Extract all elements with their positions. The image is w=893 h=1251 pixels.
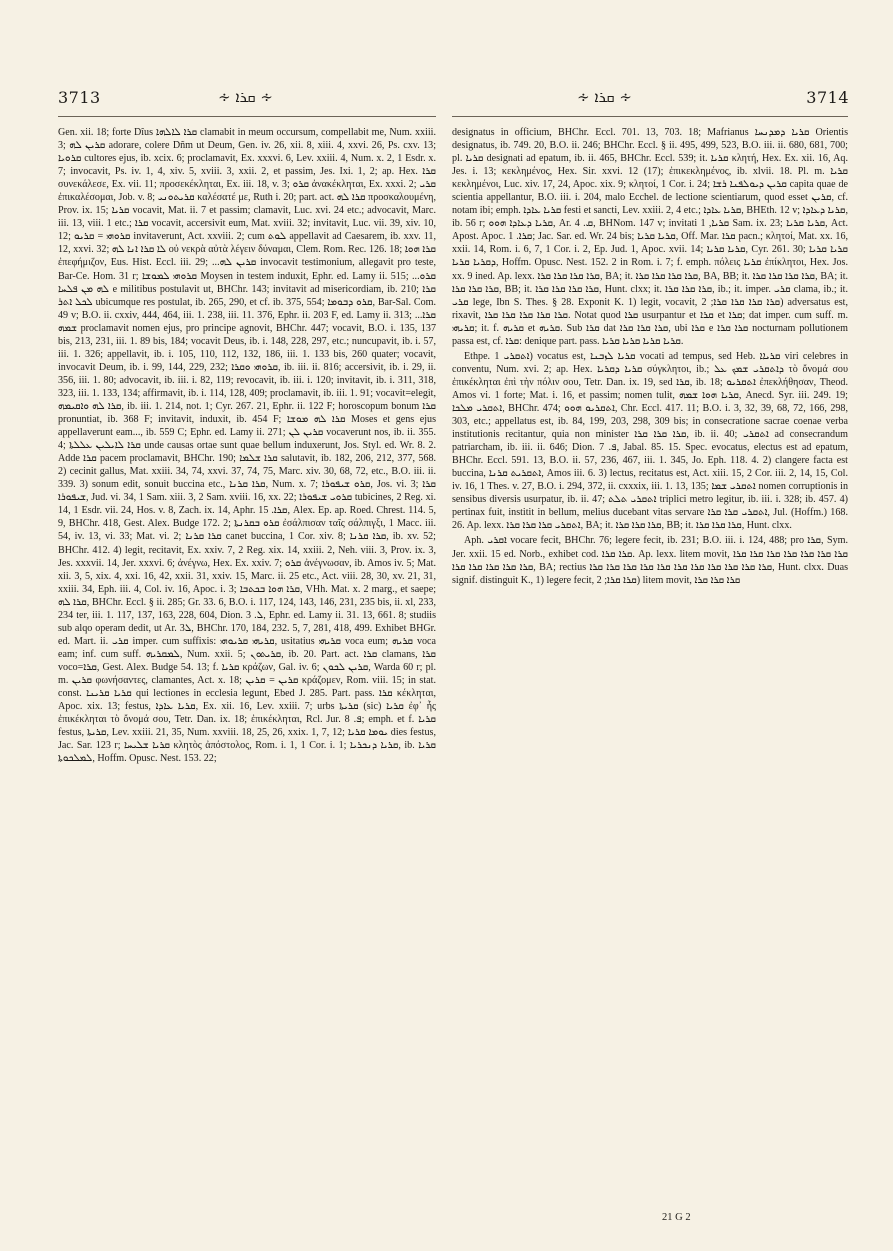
right-column-paragraph-ethpe: Ethpe. ܐܬܩܪܝ 1) vocatus est, ܩܪܝܐ ܠܙܒܢܐ vocati ad tempus, sed Heb. ܩܪܝܐܐ viri celebres in conventu, Num. xvi. 2; ap. Hex. ܩܪܝܐ ܕܩܪܝܐ σύγκλητοι, ib.; ܕܐܬܩܪܝ ܫܡܟ ܥܠ τὸ ὄνομά σου ἐπικέκληται ἐπὶ τὴν πόλιν σου, Tetr. Dan. ix. 19, sed ܩܪܐ, ib. 18; ܐܬܩܪܝܘ ἐπεκλήθησαν, Theod. Amos vi. 1 forte; Mat. i. 16, et passim; nomen tulit, ܩܪܝܐ ܗܘܐ ܫܡܗ, Anecd. Syr. iii. 249. 19; ܐܬܩܪܝ ܡܠܟܐ, BHChr. 474; ܐܬܩܪܝܘ ܗܘܘ, Chr. Eccl. 417. 11; B.O. i. 3, 32, 39, 68, 72, 166, 298, 303, etc.; appellatus est, ib. 84, 199, 203, 298, 309 bis; in consecratione sacrae coenae verba institutionis recitantur, quia non minister ܩܪܐ ܩܪܐ ܩܪܐ, ib. ii. 40; ܐܬܩܪܝ ad consecrandum patriarcham, ib. iii. ii. 646; Dion. ܦ. 7, Jabal. 85. 15. Spec. evocatus, electus est ad epatum, BHChr. Eccl. 591. 13, B.O. ii. 57, 236, 467, iii. 1. 345, Jo. Eph. 118. 4. 2) clangere facta est buccina, ܐܬܩܪܝܬ ܩܪܢܐ, Amos iii. 6. 3) lectus, recitatus est, Act. xiii. 15, 2 Cor. iii. 2, 14, 15, Col. iv. 16, 1 Thes. v. 27, B.O. i. 294, 372, ii. cxxxix, iii. 1. 13, 135; ܐܬܩܪܝ ܫܡܐ nomen corruptionis in sensibus diversis usurpatur, ib. ii. 47; ܐܬܩܪܝ ܬܠܬ triplici metro legitur, ib. iii. i. 328; ib. 457. 4) pertinax fuit, institit in bellum, melius ducebant vitas servare ܐܬܩܪܝ ܩܪܐ ܩܪܐ, Jul. (Hoffm.) 168. 26. Ap. lexx. ܐܬܩܪܝ ܩܪܐ ܩܪܐ ܩܪܐ, BA; it. ܩܪܐ ܩܪܐ ܩܪܐ, BB; it. ܩܪܐ ܩܪܐ ܩܪܐ, Hunt. clxx. [452,350,848,532]
header-rule-left [58,116,436,117]
left-column-paragraph: Gen. xii. 18; forte Dîus ܩܪܐ ܠܐܠܗܐ clamabit in meum occursum, compellabit me, Num. xxiii. 3; ܩܪܝܢ ܠܗ adorare, colere Dñm ut Deum, Gen. iv. 26, xii. 8, xiii. 4, xxvi. 26, Ps. cxv. 13; ܩܪܘܝܐ cultores ejus, ib. xcix. 6; proclamavit, Ex. xxxvi. 6, Lev. xxiii. 4, Num. x. 2, 1 Esdr. x. 7; invocavit, Ps. iv. 1, 4, xiv. 5, xviii. 3, xxii. 2, et passim, Jes. Ixi. 1, 2; ap. Hex. ܩܪܐ συνεκάλεσε, Ex. vii. 11; προσεκέκληται, Ex. iii. 18, v. 3; ܩܪܘ ἀνακέκληται, Ex. xxxi. 2; ܩܪܝ ἐπικαλέσομαι, Job. v. 8; ܩܪܝܬܘܢܝ καλέσατέ με, Ruth i. 20; part. act. ܩܪܐ ܠܗ προσκαλουμένη, Prov. ix. 15; ܩܪܝܐ vocavit, Mat. ii. 7 et passim; clamavit, Luc. xvi. 24 etc.; advocavit, Marc. iii. 13, viii. 1 etc.; ܩܪܐ vocavit, accersivit eum, Mat. xviii. 32; invitavit, Luc. vii. 39, xiv. 10, 12; ܩܪܘܗܝ = ܩܪܝܘ invitaverunt, Act. xxviii. 2; cum ܠܘܬ appellavit ad Caesarem, ib. xxv. 11, 12, xxvi. 32; ܠܐ ܩܪܐ ܐܢܐ ܠܗ οὐ νεκρὰ αὐτὰ λέγειν δύναμαι, Clem. Rom. Rec. 126. 18; ܩܪܐ ܗܘܐ ἐπεφήμιζον, Eus. Hist. Eccl. iii. 29; ...ܩܪܝܢ ܠܗ invocavit testimonium, allegavit pro teste, Bar-Ce. Hom. 31 r; ܩܪܘܗܝ ܠܡܘܫܐ Moysen in testem induxit, Ephr. ed. Lamy ii. 515; ...ܩܪܘ ܠܗ ܡܢ ܦܠܚܐ e militibus postulavit ut, BHChr. 143; invitavit ad misericordiam, ib. 210; ܩܪܐ ܠܟܠ ܐܬܪ ubicumque res postulat, ib. 265, 290, et cf. ib. 375, 554; ܩܪܘ ܕܒܘܡܐ, Bar-Sal. Com. 49 v; B.O. ii. cxxiv, 444, 464, iii. 1. 238, iii. 11. 376, Ephr. ii. 203 F, ed. Lamy ii. 313; ...ܩܪܐ ܫܡܗ proclamavit nomen ejus, pro principe agnovit, BHChr. 447; vocavit, B.O. i. 135, 137 bis, 213, 231, iii. 1. 89 bis, 184; vocavit Deus, ib. i. 148, 228, 297, etc.; nuncupavit, ib. i. 57, iii. 1. 326; appellavit, ib. i. 105, 110, 112, 132, 186, iii. 1. 133 bis, 260 quater; vocavit, invocavit Deum, ib. i. 99, 144, 229, 232; ܩܪܘܗܝ ܘܩܪܐ, ib. iii. ii. 816; accersivit, ib. i. 29, ii. 356, iii. 1. 80; advocavit, ib. iii. i. 82, 119; revocavit, ib. iii. i. 120; invitavit, ib. i. 311, 318, 323, iii. 1. 133, 134; affirmavit, ib. i. 114, 128, 409; proclamavit, ib. iii. 1. 91; vocavit=elegit, ܩܪܐ ܠܗ ܘܐܩܝܡܗ, ib. iii. 1. 214, not. 1; Cyr. 267. 21, Ephr. ii. 122 F; horoscopum bonum ܩܪܐ pronuntiat, ib. 368 F; invitavit, induxit, ib. 454 F; ܩܪܐ ܠܗ ܡܘܫܐ Moses et gens ejus appellaverunt eam..., ib. 559 C; Ephr. ed. Lamy ii. 271; ܩܪܝܢ ܠܢ vocaverunt nos, ib. ii. 355. 4; ܩܪܐ ܠܐܝܠܝܢ ܥܠܠܬܐ unde causas ortae sunt quae bellum induxerunt, Jos. Styl. ed. Wr. 8. 2. Adde ܩܪܐ pacem proclamavit, BHChr. 190; ܩܪܐ ܫܠܡܐ salutavit, ib. 182, 206, 212, 377, 568. 2) cecinit gallus, Mat. xxiii. 34, 74, xxvi. 37, 74, 75, Marc. xiv. 30, 68, 72, etc., B.O. iii. ii. 339. 3) sonum edit, sonuit buccina etc., ܩܪܐ ܩܪܢܐ, Num. x. 7; ܩܪܘ ܫܝܦܘܪܐ, Jos. vi. 3; ܩܪܐ ܫܝܦܘܪܐ, Jud. vi. 34, 1 Sam. xiii. 3, 2 Sam. xviii. 16, xx. 22; ܩܪܘܝ ܫܝܦܘܪܐ tubicines, 2 Reg. xi. 14, 1 Esdr. vii. 24, Hos. v. 8, Zach. ix. 14, Aphr. ܩܪܐ. 15, Alex. Ep. ap. Roed. Chrest. 114. 5, 9, BHChr. 418, Gest. Alex. Budge 172. 2; ܩܪܘ ܒܩܪܢܬܐ ἐσάλπισαν ταῖς σάλπιγξι, 1 Macc. iii. 54, iv. 13, vi. 33; Mat. vi. 2; ܩܪܐ ܩܪܢܐ canet buccina, 1 Cor. xiv. 8; ܩܪܐ ܩܪܢܐ, ib. xv. 52; BHChr. 412. 4) legit, recitavit, Ex. xxiv. 7, 2 Reg. xix. 14, xxiii. 2, Neh. viii. 3, Prov. ix. 3, Jes. xxxvii. 14, Jer. xxxvi. 6; ἀνέγνω, Hex. Ex. xxiv. 7; ܩܪܘ ἀνέγνωσαν, ib. Amos iv. 5; Mat. xii. 3, 5, xix. 4, xxi. 16, 42, xxii. 31, xxiv. 15, Marc. ii. 25 etc., Act. viii. 28, 30, xv. 21, 31, xxiii. 34, Eph. iii. 4, Col. iv. 16, Apoc. i. 3; ܩܪܐ ܗܘܐ ܒܟܬܒܐ, VHh. Mat. x. 2 marg., et saepe; ܩܪܐ ܠܗ, BHChr. Eccl. § ii. 285; Gr. 33. 6, B.O. i. 117, 124, 143, 146, 231, 235 bis, ii. xl, 233, 234 ter, iii. 1. 117, 137, 163, 228, 604, Dion. ܠ. 3, Ephr. ed. Lamy ii. 31. 13, 661. 8; studiis sub alqo operam dedit, ut Ar. ܠ3, BHChr. 170, 184, 232. 5, 7, 281, 418, 499. Exhibet BHGr. ed. Mart. ii. ܩܪܝ imper. cum suffixis: ܩܪܝܗܝ ܩܪܝܘܗܝ, usitatius ܩܪܝܗܝ voca eum; ܩܪܝܗ voca eam; inf. cum suff. ܠܡܩܪܝܗ, Num. xxii. 5; ܩܪܝܬܘܢ, ib. 20. Part. act. ܩܪܐ clamans, ܩܪܐ voco=ܩܪܐ, Gest. Alex. Budge 54. 13; f. ܩܪܝܐ κράζων, Gal. iv. 6; ܩܪܝܢ ܠܟܘܢ, Warda 60 r; pl. m. ܩܪܝܢ φωνήσαντες, clamantes, Act. x. 18; ܩܪܝܢ = ܩܪܝܢ κράζομεν, Rom. viii. 15; in stat. const. ܩܪܝܐ ܩܪܝܢܐ qui lectiones in ecclesia legunt, Ebed J. 285. Part. pass. ܩܪܐ κέκληται, Apoc. xix. 13; festus, ܩܪܝܐ ܥܐܕܐ, Ex. xii. 16, Lev. xxiii. 7; urbs ܩܪܝܬܐ (sic) ܩܪܝܐ ἐφ᾽ ἧς ἐπικέκληται τὸ ὄνομά σου, Tetr. Dan. ix. 18; ἐπικέκληται, Rcl. Jur. ܦ. 8; emph. et f. ܩܪܝܐ festus, ܩܪܝܬܐ, Lev. xxiii. 21, 35, Num. xxviii. 18, 25, 26, xxix. 1, 7, 12; ܝܘܡܐ ܩܪܝܐ dies festus, Jac. Sar. 123 r; ܩܪܝܐ ܫܠܝܚܐ κλητὸς ἀπόστολος, Rom. i. 1, 1 Cor. i. 1; ܩܪܝܐ ܕܢܟܪܝܐ, ib. ܩܪܝܐ ܠܡܠܟܘܬܐ, Hoffm. Opusc. Nest. 153. 22; [58,127,436,765]
page-number-left: 3713 [58,88,101,107]
right-column [452,126,848,1246]
running-title-left: ∻ ܩܪܐ ∻ [218,88,273,106]
header-rule-right [452,116,848,117]
right-column-paragraph-aph: Aph. ܐܩܪܝ vocare fecit, BHChr. 76; legere fecit, ib. 231; B.O. iii. i. 124, 488; pro ܩܪܐ, Sym. Jer. xxii. 15 ed. Norb., exhibet cod. ܩܪܐ ܩܪܐ. Ap. lexx. litem movit, ܩܪܐ ܩܪܐ ܩܪܐ ܩܪܐ ܩܪܐ ܩܪܐ ܩܪܐ ܩܪܐ ܩܪܐ ܩܪܐ ܩܪܐ ܩܪܐ, BA; rectius ܩܪܐ ܩܪܐ ܩܪܐ ܩܪܐ ܩܪܐ ܩܪܐ ܩܪܐ ܩܪܐ ܩܪܐ ܩܪܐ ܩܪܐ, Hunt. clxx. Duas signif. distinguit K., 1) legere fecit, ܩܪܐ ܩܪܐ; 2) litem movit, ܩܪܐ ܩܪܐ ܩܪܐ [452,535,848,586]
right-column-paragraph-1: designatus in officium, BHChr. Eccl. 701. 13, 703. 18; Mafrianus ܩܪܝܐ ܕܡܕܢܚܐ Orientis designatus, ib. 749. 20, B.O. ii. 246; BHChr. Eccl. § ii. 495, 499, 523, B.O. iii. ii. 680, 681, 700; pl. ܩܪܝܐ designati ad epatum, ib. ii. 465, BHChr. Eccl. 539; it. ܩܪܝܐ κλητή, Hex. Ex. xii. 16, Aq. Jes. i. 13; κεκλημένος, Hex. Sir. xxvi. 12 (17); ἐπικεκλημένος, ib. xlvii. 18. Pl. m. ܩܪܝܐ κεκλημένοι, Luc. xiv. 17, 24, Apoc. xix. 9; κλητοί, 1 Cor. i. 24; ܩܪܝܢ ܕܝܘܠܦܢܐ ܪܫܐ capita quae de scientia appellantur, B.O. iii. i. 204, malo Ecchel. de lectione scientiarum, quod esset ܩܪܝܢ, cf. notam ibi; emph. ܩܪܝܐ ܥܐܕܐ festi et sancti, Lev. xxiii. 2, 4 etc.; ܩܪܝܐ ܥܐܕܐ, BHEth. 12 v; ܩܪܝܐ ܕܥܐܕܐ, ib. 56 r; ܩܪܝܐ ܕܥܐܕܐ ܗܘܘ, Ar. ܩ. 4, BHNom. 147 v; invitati ܩܪܝܐ, 1 Sam. ix. 23; ܩܪܝܐ ܩܪܝܐ, Act. Apost. Apoc. ܩܪܐ. 1; Jac. Sar. ed. Wr. 24 bis; ܩܪܝܐ ܩܪܝܐ, Off. Mar. ܩܪܐ pacn.; κλητοί, Mat. xx. 16, xxii. 14, Rom. i. 6, 7, 1 Cor. i. 2, Ep. Jud. 1, Apoc. xvii. 14; ܩܪܝܐ ܩܪܝܐ, Cyr. 261. 30; ܩܪܝܐ ܩܪܝܐ ܕܩܪܝܐ ܩܪܝܐ, Hoffm. Opusc. Nest. 152. 2 in Rom. i. 7; f. emph. πόλεις ܩܪܝܐ ἐπίκλητοι, Hex. Jos. xx. 9 ined. Ap. lexx. ܩܪܐ ܩܪܐ ܩܪܐ ܩܪܐ, BA; it. ܩܪܐ ܩܪܐ ܩܪܐ ܩܪܐ, BA, BB; it. ܩܪܐ ܩܪܐ ܩܪܐ ܩܪܐ, BA; it. ܩܪܐ ܩܪܐ ܩܪܐ, BB; it. ܩܪܐ ܩܪܐ ܩܪܐ ܩܪܐ, Hunt. clxx; it. ܩܪܐ ܩܪܐ ܩܪܐ, ib.; it. imper. ܩܪܝ clama, ib.; it. ܩܪܝ lege, Ibn S. Thes. § 28. Exponit K. 1) legit, vocavit, ܩܪܐ ܩܪܐ ܩܪܐ ܩܪܐ; 2) adversatus est, rixavit, ܩܪܐ ܩܪܐ ܩܪܐ ܩܪܐ ܩܪܐ. Notat quod ܩܪܐ usurpantur et ܩܪܐ et ܩܪܐ; dat imper. cum suff. m. ܩܪܝܗܝ; it. f. ܩܪܝܗ et ܩܪܝܗ. Sub ܩܪܐ dat ܩܪܐ ܩܪܐ ܩܪܐ, ubi ܩܪܐ e ܩܪܐ ܩܪܐ nocturnam pollutionem passa est, cf. ܩܪܐ: denique part. pass. ܩܪܝܐ ܩܪܝܐ ܩܪܝܐ ܩܪܝܐ. [452,127,848,347]
left-column [58,126,436,1246]
signature-mark: 21 G 2 [662,1212,691,1223]
page-number-right: 3714 [806,88,849,107]
running-title-right: ∻ ܩܪܐ ∻ [577,88,632,106]
